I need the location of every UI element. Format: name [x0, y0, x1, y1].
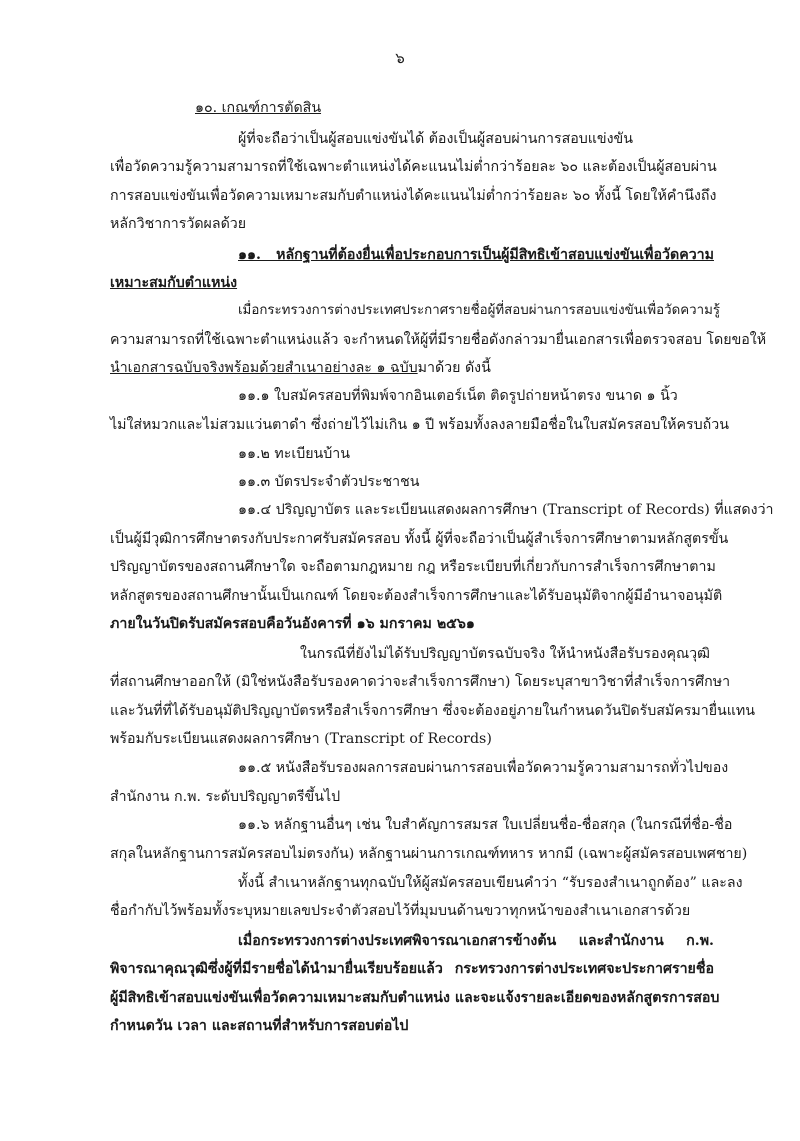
item-11-4-note-2: ที่สถานศึกษาออกให้ (มิใช่หนังสือรับรองคาดว่าจะสำเร็จการศึกษา) โดยระบุสาขาวิชาที่สำเร็จการศึกษา — [110, 674, 731, 690]
item-11-4-line-3: ปริญญาบัตรของสถานศึกษาใด จะถือตามกฎหมาย กฎ หรือระเบียบที่เกี่ยวกับการสำเร็จการศึกษาตาม — [110, 559, 716, 575]
intro-tail: มาด้วย ดังนี้ — [417, 360, 491, 376]
item-11-4-note-4: พร้อมกับระเบียนแสดงผลการศึกษา (Transcript of Records) — [110, 731, 492, 747]
closing-line-3: ผู้มีสิทธิเข้าสอบแข่งขันเพื่อวัดความเหมาะสมกับตำแหน่ง และจะแจ้งรายละเอียดของหลักสูตรการสอบ — [110, 990, 720, 1006]
item-11-5-line-2: สำนักงาน ก.พ. ระดับปริญญาตรีขึ้นไป — [110, 789, 341, 805]
closing-line-2: พิจารณาคุณวุฒิซึ่งผู้ที่มีรายชื่อได้นำมายื่นเรียบร้อยแล้ว กระทรวงการต่างประเทศจะประกาศรายชื่อ — [110, 961, 714, 977]
section-10-heading: ๑๐. เกณฑ์การตัดสิน — [195, 100, 322, 116]
closing-line-4: กำหนดวัน เวลา และสถานที่สำหรับการสอบต่อไป — [110, 1018, 409, 1034]
item-11-1-line-1: ๑๑.๑ ใบสมัครสอบที่พิมพ์จากอินเตอร์เน็ต ติดรูปถ่ายหน้าตรง ขนาด ๑ นิ้ว — [238, 388, 678, 404]
original-documents-note: นำเอกสารฉบับจริงพร้อมด้วยสำเนาอย่างละ ๑ ฉบับ — [110, 360, 418, 376]
item-11-4-note-3: และวันที่ที่ได้รับอนุมัติปริญญาบัตรหรือสำเร็จการศึกษา ซึ่งจะต้องอยู่ภายในกำหนดวันปิดรับสมัครมายื่นแทน — [110, 703, 755, 719]
section-11-intro-3 — [110, 358, 491, 378]
item-11-5-line-1: ๑๑.๕ หนังสือรับรองผลการสอบผ่านการสอบเพื่อวัดความรู้ความสามารถทั่วไปของ — [238, 760, 729, 776]
section-10-line-1: ผู้ที่จะถือว่าเป็นผู้สอบแข่งขันได้ ต้องเป็นผู้สอบผ่านการสอบแข่งขัน — [238, 131, 633, 147]
section-11-intro-1: เมื่อกระทรวงการต่างประเทศประกาศรายชื่อผู้ที่สอบผ่านการสอบแข่งขันเพื่อวัดความรู้ — [238, 303, 720, 318]
closing-line-1: เมื่อกระทรวงการต่างประเทศพิจารณาเอกสารข้างต้น และสำนักงาน ก.พ. — [238, 933, 714, 949]
section-11-heading: ๑๑. หลักฐานที่ต้องยื่นเพื่อประกอบการเป็นผู้มีสิทธิเข้าสอบแข่งขันเพื่อวัดความ — [238, 247, 714, 263]
section-11-heading-cont: เหมาะสมกับตำแหน่ง — [110, 275, 238, 291]
section-11-intro-2: ความสามารถที่ใช้เฉพาะตำแหน่งแล้ว จะกำหนดให้ผู้ที่มีรายชื่อดังกล่าวมายื่นเอกสารเพื่อตรวจสอบ โดยขอให้ — [110, 332, 767, 348]
item-11-4-deadline: ภายในวันปิดรับสมัครสอบคือวันอังคารที่ ๑๖ มกราคม ๒๕๖๑ — [110, 616, 475, 632]
item-11-1-line-2: ไม่ใส่หมวกและไม่สวมแว่นตาดำ ซึ่งถ่ายไว้ไม่เกิน ๑ ปี พร้อมทั้งลงลายมือชื่อในใบสมัครสอบให้ครบถ้วน — [110, 417, 729, 433]
certify-line-1: ทั้งนี้ สำเนาหลักฐานทุกฉบับให้ผู้สมัครสอบเขียนคำว่า “รับรองสำเนาถูกต้อง” และลง — [238, 875, 743, 891]
section-10-line-4: หลักวิชาการวัดผลด้วย — [110, 216, 247, 232]
page-number: ๖ — [395, 49, 405, 67]
item-11-4-line-1: ๑๑.๔ ปริญญาบัตร และระเบียนแสดงผลการศึกษา (Transcript of Records) ที่แสดงว่า — [238, 502, 774, 518]
item-11-2: ๑๑.๒ ทะเบียนบ้าน — [238, 446, 350, 462]
item-11-4-note-1: ในกรณีที่ยังไม่ได้รับปริญญาบัตรฉบับจริง ให้นำหนังสือรับรองคุณวุฒิ — [300, 646, 710, 662]
section-10-line-3: การสอบแข่งขันเพื่อวัดความเหมาะสมกับตำแหน่งได้คะแนนไม่ต่ำกว่าร้อยละ ๖๐ ทั้งนี้ โดยให้คำนึงถึง — [110, 188, 717, 204]
section-10-line-2: เพื่อวัดความรู้ความสามารถที่ใช้เฉพาะตำแหน่งได้คะแนนไม่ต่ำกว่าร้อยละ ๖๐ และต้องเป็นผู้สอบผ่าน — [110, 159, 717, 175]
item-11-6-line-1: ๑๑.๖ หลักฐานอื่นๆ เช่น ใบสำคัญการสมรส ใบเปลี่ยนชื่อ-ชื่อสกุล (ในกรณีที่ชื่อ-ชื่อ — [238, 817, 733, 833]
item-11-4-line-4: หลักสูตรของสถานศึกษานั้นเป็นเกณฑ์ โดยจะต้องสำเร็จการศึกษาและได้รับอนุมัติจากผู้มีอำนาจอนุมัติ — [110, 588, 723, 604]
item-11-3: ๑๑.๓ บัตรประจำตัวประชาชน — [238, 474, 420, 490]
item-11-6-line-2: สกุลในหลักฐานการสมัครสอบไม่ตรงกัน) หลักฐานผ่านการเกณฑ์ทหาร หากมี (เฉพาะผู้สมัครสอบเพศชาย) — [110, 846, 748, 862]
certify-line-2: ชื่อกำกับไว้พร้อมทั้งระบุหมายเลขประจำตัวสอบไว้ที่มุมบนด้านขวาทุกหน้าของสำเนาเอกสารด้วย — [110, 903, 691, 919]
item-11-4-line-2: เป็นผู้มีวุฒิการศึกษาตรงกับประกาศรับสมัครสอบ ทั้งนี้ ผู้ที่จะถือว่าเป็นผู้สำเร็จการศึกษาตามหลักสูตรขั้น — [110, 531, 729, 547]
